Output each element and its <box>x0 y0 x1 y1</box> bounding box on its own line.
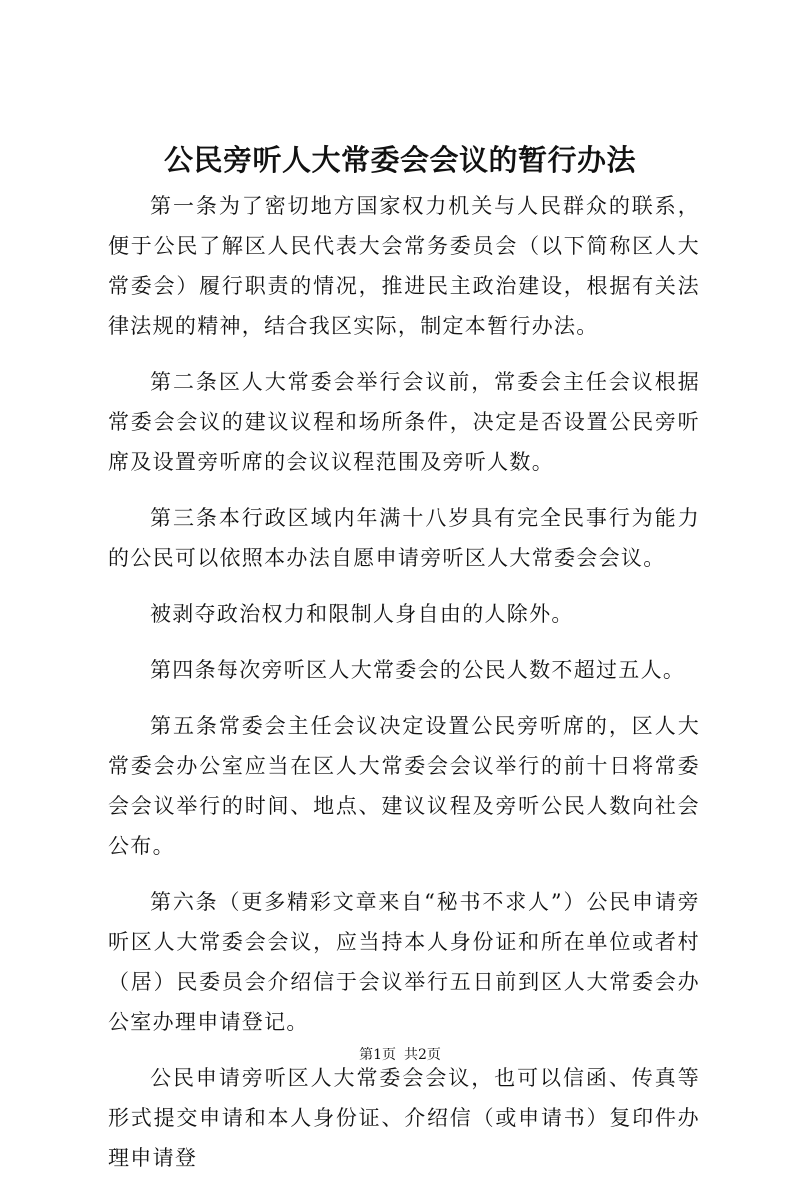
document-body <box>108 186 700 1194</box>
paragraph-article-1: 第一条为了密切地方国家权力机关与人民群众的联系，便于公民了解区人民代表大会常务委员会（以下简称区人大常委会）履行职责的情况，推进民主政治建设，根据有关法律法规的精神，结合我区实际，制定本暂行办法。 <box>108 194 700 338</box>
page-footer <box>0 1045 800 1065</box>
paragraph-exception: 被剥夺政治权力和限制人身自由的人除外。 <box>150 602 574 626</box>
paragraph-article-5: 第五条常委会主任会议决定设置公民旁听席的，区人大常委会办公室应当在区人大常委会会议举行的前十日将常委会会议举行的时间、地点、建议议程及旁听公民人数向社会公布。 <box>108 714 700 858</box>
document-title: 公民旁听人大常委会会议的暂行办法 <box>163 143 636 177</box>
page-number: 第1页 <box>359 1047 396 1063</box>
paragraph-application-methods: 公民申请旁听区人大常委会会议，也可以信函、传真等形式提交申请和本人身份证、介绍信（或申请书）复印件办理申请登 <box>108 1066 700 1170</box>
paragraph-article-2: 第二条区人大常委会举行会议前，常委会主任会议根据常委会会议的建议议程和场所条件，决定是否设置公民旁听席及设置旁听席的会议议程范围及旁听人数。 <box>108 370 700 474</box>
page-total: 共2页 <box>404 1047 441 1063</box>
paragraph-article-6: 第六条（更多精彩文章来自“秘书不求人”）公民申请旁听区人大常委会会议，应当持本人身份证和所在单位或者村（居）民委员会介绍信于会议举行五日前到区人大常委会办公室办理申请登记。 <box>108 890 700 1034</box>
paragraph-article-4: 第四条每次旁听区人大常委会的公民人数不超过五人。 <box>150 658 686 682</box>
paragraph-article-3: 第三条本行政区域内年满十八岁具有完全民事行为能力的公民可以依照本办法自愿申请旁听区人大常委会会议。 <box>108 506 700 570</box>
